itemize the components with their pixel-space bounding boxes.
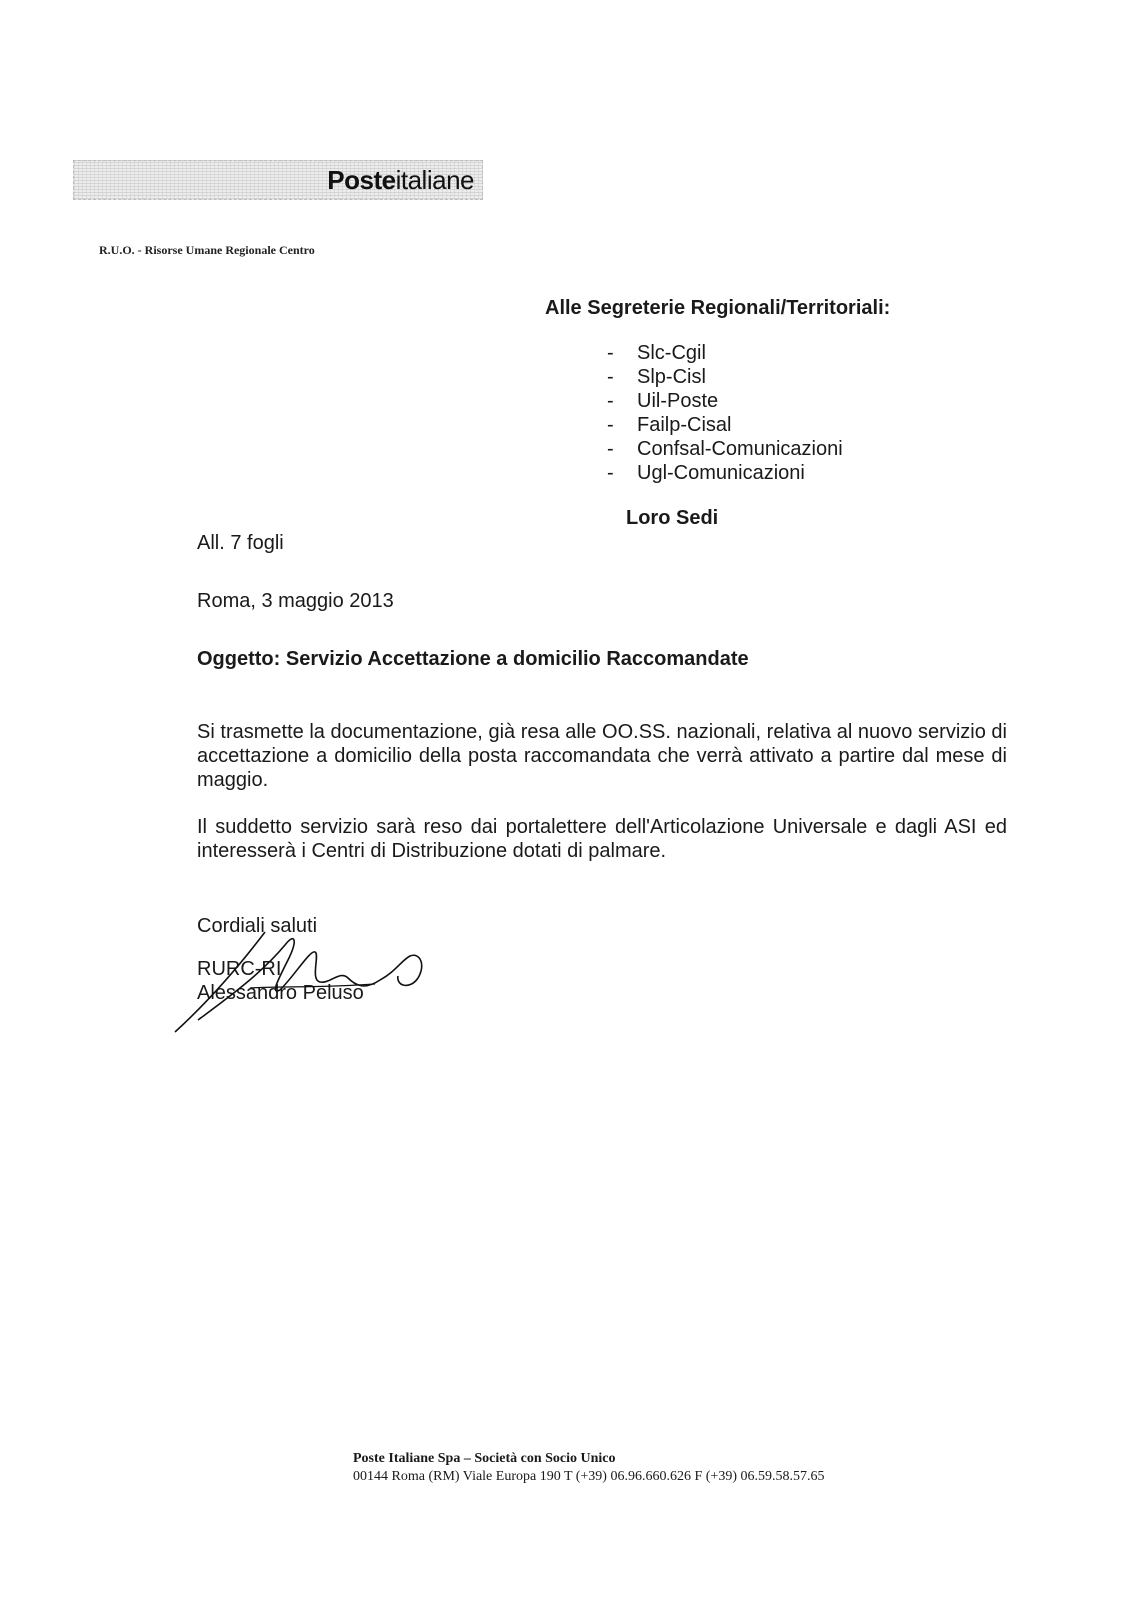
poste-italiane-logo [73, 160, 483, 200]
recipient-name: Slp-Cisl [637, 366, 706, 388]
list-dash: - [607, 438, 614, 460]
body-paragraph-2: Il suddetto servizio sarà reso dai portalettere dell'Articolazione Universale e dagli ASI ed interesserà i Centri di Distribuzione dotati di palmare. [197, 816, 1007, 862]
recipient-name: Ugl-Comunicazioni [637, 462, 805, 484]
list-dash: - [607, 366, 614, 388]
recipient-item [607, 389, 843, 413]
footer-company: Poste Italiane Spa – Società con Socio Unico [353, 1451, 616, 1466]
place-date: Roma, 3 maggio 2013 [197, 590, 394, 612]
recipient-name: Slc-Cgil [637, 342, 706, 364]
attachments-note: All. 7 fogli [197, 532, 284, 554]
recipient-item [607, 365, 843, 389]
closing-greeting: Cordiali saluti [197, 915, 318, 937]
logo-wordmark-light: italiane [395, 165, 474, 195]
handwritten-signature [170, 920, 440, 1050]
list-dash: - [607, 462, 614, 484]
recipient-item [607, 341, 843, 365]
recipient-name: Uil-Poste [637, 390, 719, 412]
signer-department: RURC-RI [197, 958, 282, 980]
footer-address: 00144 Roma (RM) Viale Europa 190 T (+39) 06.96.660.626 F (+39) 06.59.58.57.65 [353, 1469, 825, 1484]
body-paragraph-1: Si trasmette la documentazione, già resa alle OO.SS. nazionali, relativa al nuovo servizio di accettazione a domicilio della posta raccomandata che verrà attivato a partire dal mese di maggio. [197, 721, 1007, 791]
signer-name: Alessandro Peluso [197, 982, 364, 1004]
recipient-item [607, 413, 843, 437]
subject-line: Oggetto: Servizio Accettazione a domicilio Raccomandate [197, 648, 749, 670]
recipient-item [607, 461, 843, 485]
sender-department: R.U.O. - Risorse Umane Regionale Centro [99, 243, 315, 257]
recipient-name: Confsal-Comunicazioni [637, 438, 843, 460]
logo-wordmark [327, 164, 474, 196]
list-dash: - [607, 342, 614, 364]
addressee-title: Alle Segreterie Regionali/Territoriali: [545, 297, 891, 319]
list-dash: - [607, 390, 614, 412]
footer [353, 1450, 824, 1486]
list-dash: - [607, 414, 614, 436]
logo-wordmark-strong: Poste [327, 165, 396, 195]
recipient-item [607, 437, 843, 461]
loro-sedi: Loro Sedi [626, 507, 719, 529]
recipient-name: Failp-Cisal [637, 414, 732, 436]
recipient-list [607, 341, 843, 485]
